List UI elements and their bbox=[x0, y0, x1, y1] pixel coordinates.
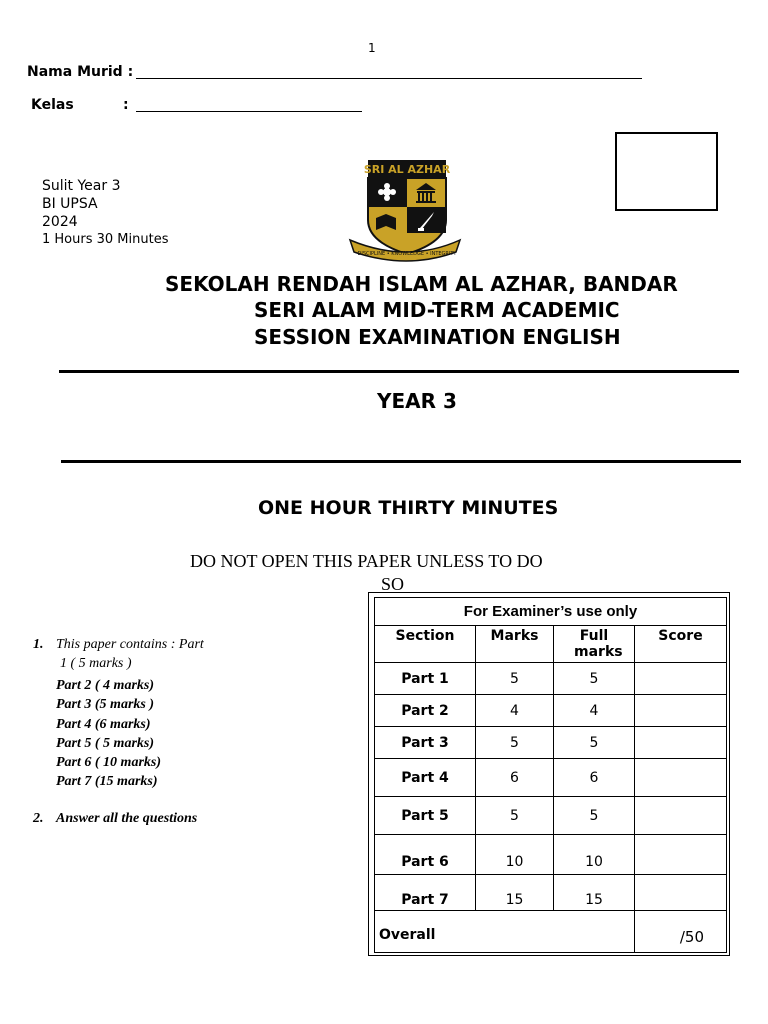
table-row bbox=[375, 663, 727, 695]
meta-line-3: 2024 bbox=[42, 214, 78, 230]
table-row bbox=[375, 695, 727, 727]
row-score-cell[interactable] bbox=[635, 695, 727, 727]
row-section: Part 5 bbox=[375, 797, 476, 835]
table-row bbox=[375, 875, 727, 911]
row-section: Part 4 bbox=[375, 759, 476, 797]
class-colon: : bbox=[123, 97, 129, 113]
warning-line-2: SO bbox=[381, 574, 405, 594]
instruction-1-line-2: 1 ( 5 marks ) bbox=[60, 656, 132, 671]
instruction-part-item: Part 6 ( 10 marks) bbox=[56, 755, 161, 771]
row-full: 5 bbox=[554, 797, 635, 835]
examiner-caption: For Examiner’s use only bbox=[375, 598, 727, 626]
examiner-table bbox=[374, 597, 727, 953]
instruction-2-number: 2. bbox=[33, 811, 44, 826]
student-name-label: Nama Murid : bbox=[27, 64, 134, 80]
table-row bbox=[375, 727, 727, 759]
row-marks: 15 bbox=[476, 875, 554, 911]
school-crest-icon bbox=[346, 158, 464, 264]
logo-banner-text: SRI AL AZHAR bbox=[363, 163, 451, 176]
student-name-field[interactable] bbox=[136, 78, 642, 79]
class-field[interactable] bbox=[136, 111, 362, 112]
header-full-marks: Full marks bbox=[554, 626, 635, 663]
header-score: Score bbox=[635, 626, 727, 663]
divider-top bbox=[59, 370, 739, 373]
meta-line-1: Sulit Year 3 bbox=[42, 178, 121, 194]
year-heading: YEAR 3 bbox=[377, 389, 457, 413]
row-full: 10 bbox=[554, 835, 635, 875]
row-score-cell[interactable] bbox=[635, 727, 727, 759]
row-section: Part 3 bbox=[375, 727, 476, 759]
header-section: Section bbox=[375, 626, 476, 663]
row-marks: 4 bbox=[476, 695, 554, 727]
overall-label: Overall bbox=[375, 911, 635, 953]
row-score-cell[interactable] bbox=[635, 835, 727, 875]
school-logo bbox=[346, 158, 464, 264]
meta-line-2: BI UPSA bbox=[42, 196, 98, 212]
row-marks: 5 bbox=[476, 663, 554, 695]
table-row bbox=[375, 759, 727, 797]
divider-bottom bbox=[61, 460, 741, 463]
class-label: Kelas bbox=[31, 97, 74, 113]
instruction-part-item: Part 2 ( 4 marks) bbox=[56, 678, 154, 693]
row-marks: 10 bbox=[476, 835, 554, 875]
instruction-part-item: Part 3 (5 marks ) bbox=[56, 697, 154, 713]
school-title-line-1: SEKOLAH RENDAH ISLAM AL AZHAR, BANDAR bbox=[165, 272, 678, 296]
row-full: 5 bbox=[554, 663, 635, 695]
instruction-1-line-1: This paper contains : Part bbox=[56, 637, 204, 652]
logo-ribbon-text: DISCIPLINE • KNOWLEDGE • INTEGRITY bbox=[357, 251, 457, 257]
row-score-cell[interactable] bbox=[635, 875, 727, 911]
row-full: 15 bbox=[554, 875, 635, 911]
meta-line-4: 1 Hours 30 Minutes bbox=[42, 232, 169, 247]
school-title-line-3: SESSION EXAMINATION ENGLISH bbox=[254, 325, 621, 349]
row-score-cell[interactable] bbox=[635, 663, 727, 695]
page-number: 1 bbox=[368, 41, 376, 55]
row-section: Part 6 bbox=[375, 835, 476, 875]
instruction-2-text: Answer all the questions bbox=[56, 811, 198, 826]
instruction-part-item: Part 4 (6 marks) bbox=[56, 716, 151, 732]
row-marks: 5 bbox=[476, 727, 554, 759]
instruction-parts-list bbox=[56, 676, 161, 792]
row-marks: 5 bbox=[476, 797, 554, 835]
meta-block bbox=[42, 177, 168, 249]
table-row bbox=[375, 797, 727, 835]
row-marks: 6 bbox=[476, 759, 554, 797]
row-score-cell[interactable] bbox=[635, 759, 727, 797]
school-title-line-2: SERI ALAM MID-TERM ACADEMIC bbox=[254, 298, 620, 322]
overall-score[interactable]: /50 bbox=[635, 911, 727, 953]
duration-heading: ONE HOUR THIRTY MINUTES bbox=[258, 497, 559, 519]
row-full: 6 bbox=[554, 759, 635, 797]
row-score-cell[interactable] bbox=[635, 797, 727, 835]
row-full: 4 bbox=[554, 695, 635, 727]
table-row-overall bbox=[375, 911, 727, 953]
instruction-1-number: 1. bbox=[33, 637, 44, 652]
total-mark-box bbox=[615, 132, 718, 211]
instruction-part-item: Part 7 (15 marks) bbox=[56, 774, 158, 790]
instruction-part-item: Part 5 ( 5 marks) bbox=[56, 735, 154, 751]
table-row bbox=[375, 835, 727, 875]
row-full: 5 bbox=[554, 727, 635, 759]
header-marks: Marks bbox=[476, 626, 554, 663]
row-section: Part 2 bbox=[375, 695, 476, 727]
row-section: Part 1 bbox=[375, 663, 476, 695]
row-section: Part 7 bbox=[375, 875, 476, 911]
warning-line-1: DO NOT OPEN THIS PAPER UNLESS TO DO bbox=[190, 551, 543, 571]
